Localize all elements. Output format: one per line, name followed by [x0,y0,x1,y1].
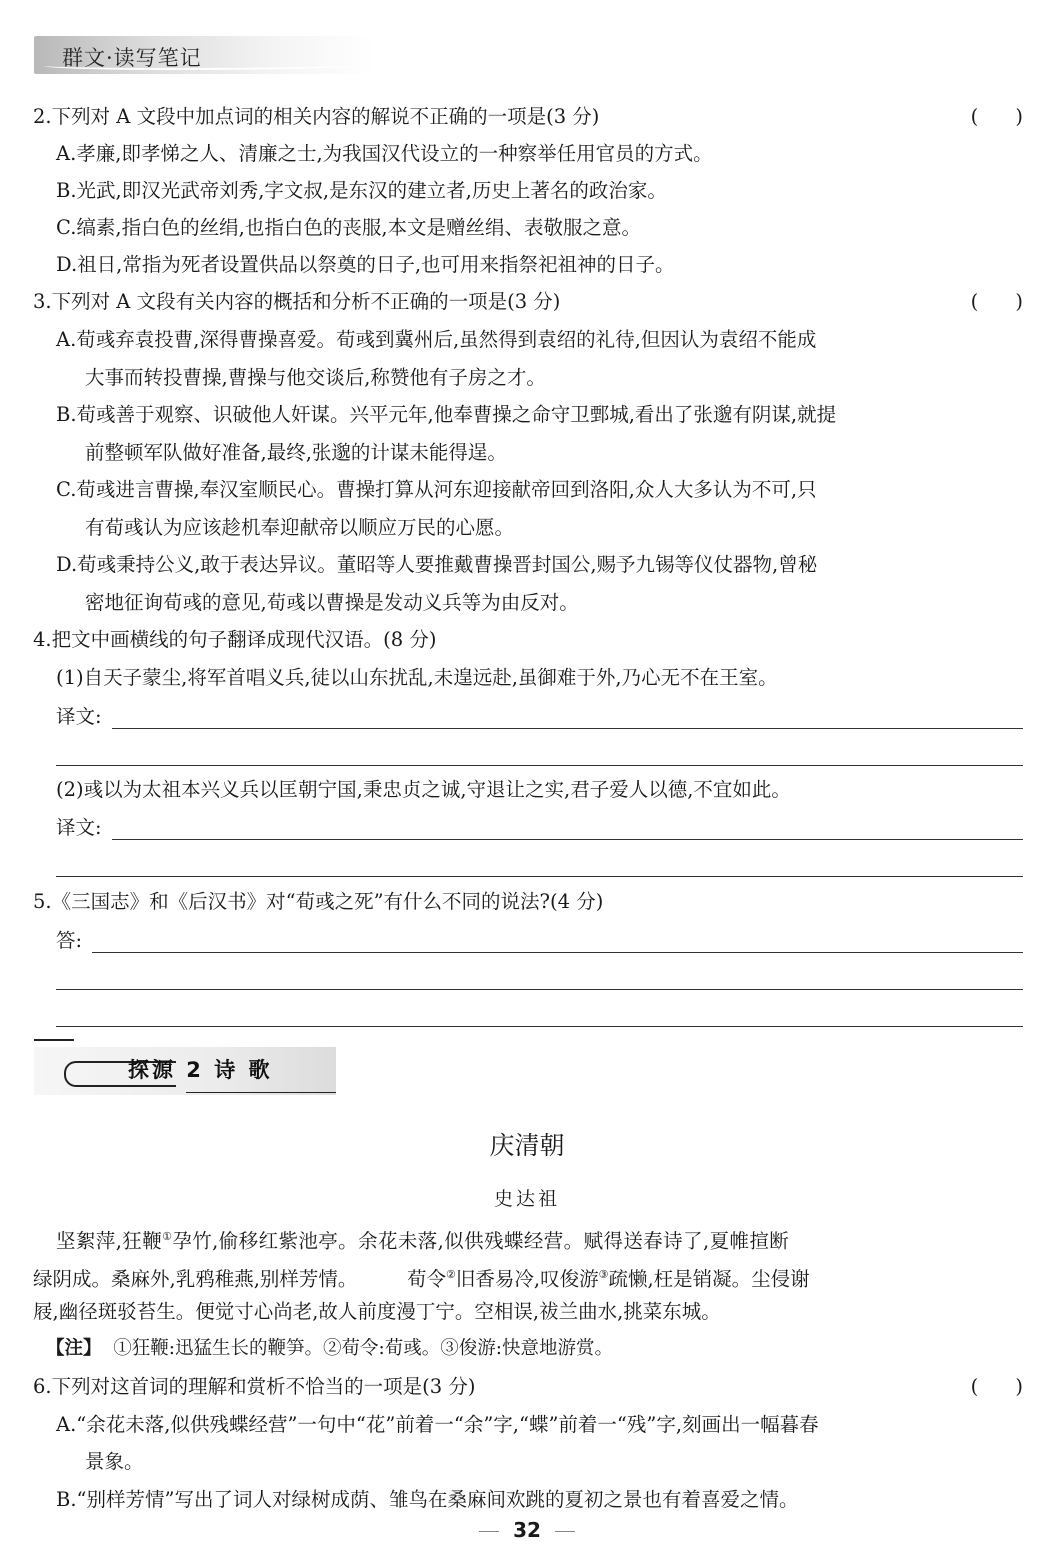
q2-option-c: C.缟素,指白色的丝绢,也指白色的丧服,本文是赠丝绢、表敬服之意。 [56,216,642,239]
q5-stem: 5.《三国志》和《后汉书》对“荀彧之死”有什么不同的说法?(4 分) [33,890,604,913]
q3-option-c: C.荀彧进言曹操,奉汉室顺民心。曹操打算从河东迎接献帝回到洛阳,众人大多认为不可,只 [56,478,817,501]
q5-answer-line-3[interactable] [56,1026,1023,1027]
poem-line-2-a: 绿阴成。桑麻外,乳鸦稚燕,别样芳情。 荀令 [33,1267,446,1291]
q6-option-a: A.“余花未落,似供残蝶经营”一句中“花”前着一“余”字,“蝶”前着一“残”字,刻画出一幅暮春 [56,1413,819,1436]
q4-sentence-1: (1)自天子蒙尘,将军首唱义兵,徒以山东扰乱,未遑远赴,虽御难于外,乃心无不在王室。 [56,666,778,689]
q3-option-b-cont: 前整顿军队做好准备,最终,张邈的计谋未能得逞。 [85,441,507,464]
q4-translation-label-2: 译文: [56,816,102,839]
page-dash-left [479,1531,499,1532]
q3-answer-paren[interactable]: ( ) [970,290,1023,313]
notes-label: 【注】 [46,1338,102,1359]
poem-line-1-b: 孕竹,偷移红紫池亭。余花未落,似供残蝶经营。赋得送春诗了,夏帷揎断 [172,1229,790,1253]
poem-line-1 [56,1224,789,1255]
q6-answer-paren[interactable]: ( ) [970,1375,1023,1398]
poem-line-1-a: 坚絮萍,狂鞭 [56,1229,163,1253]
q5-answer-line-1[interactable] [92,952,1023,953]
q3-stem: 3.下列对 A 文段有关内容的概括和分析不正确的一项是(3 分) [33,290,561,313]
q5-answer-label: 答: [56,929,83,952]
q6-option-a-cont: 景象。 [85,1450,144,1473]
q3-option-c-cont: 有荀彧认为应该趁机奉迎献帝以顺应万民的心愿。 [85,516,515,539]
q4-sentence-2: (2)彧以为太祖本兴义兵以匡朝宁国,秉忠贞之诚,守退让之实,君子爱人以德,不宜如此。 [56,778,791,801]
q2-option-d: D.祖日,常指为死者设置供品以祭奠的日子,也可用来指祭祀祖神的日子。 [56,253,675,276]
q4-answer-line-1b[interactable] [56,765,1023,766]
poem-title: 庆清朝 [489,1131,565,1160]
poem-author: 史达祖 [493,1188,560,1210]
q6-stem: 6.下列对这首词的理解和赏析不恰当的一项是(3 分) [33,1375,476,1398]
footnote-mark-1: ① [162,1230,173,1243]
q3-option-a-cont: 大事而转投曹操,曹操与他交谈后,称赞他有子房之才。 [85,366,546,389]
q5-answer-line-2[interactable] [56,989,1023,990]
section-bottom-rule [186,1092,336,1093]
q3-option-a: A.荀彧弃袁投曹,深得曹操喜爱。荀彧到冀州后,虽然得到袁绍的礼待,但因认为袁绍不能成 [56,328,817,351]
q2-option-b: B.光武,即汉光武帝刘秀,字文叔,是东汉的建立者,历史上著名的政治家。 [56,179,667,202]
q3-option-b: B.荀彧善于观察、识破他人奸谋。兴平元年,他奉曹操之命守卫鄄城,看出了张邈有阴谋,就提 [56,403,837,426]
poem-notes [46,1336,613,1362]
header-title: 群文·读写笔记 [62,46,202,70]
q6-option-b: B.“别样芳情”写出了词人对绿树成荫、雏鸟在桑麻间欢跳的夏初之景也有着喜爱之情。 [56,1488,799,1511]
footnote-mark-2: ② [446,1268,456,1281]
poem-line-2-c: 疏懒,枉是销凝。尘侵谢 [608,1267,810,1291]
q2-stem: 2.下列对 A 文段中加点词的相关内容的解说不正确的一项是(3 分) [33,105,600,128]
q4-translation-label-1: 译文: [56,705,102,728]
page-number [0,1518,1054,1542]
q2-answer-paren[interactable]: ( ) [970,105,1023,128]
q4-stem: 4.把文中画横线的句子翻译成现代汉语。(8 分) [33,628,437,651]
poem-line-2-b: 旧香易冷,叹俊游 [455,1267,599,1291]
poem-line-2 [33,1262,810,1293]
q4-answer-line-2a[interactable] [112,839,1023,840]
section-title: 探源 2 诗 歌 [128,1058,273,1082]
q3-option-d-cont: 密地征询荀彧的意见,荀彧以曹操是发动义兵等为由反对。 [85,591,579,614]
notes-text: ①狂鞭:迅猛生长的鞭笋。②荀令:荀彧。③俊游:快意地游赏。 [113,1338,613,1359]
footnote-mark-3: ③ [598,1268,609,1281]
page-number-value: 32 [513,1518,541,1542]
page-dash-right [555,1531,575,1532]
q3-option-d: D.荀彧秉持公义,敢于表达异议。董昭等人要推戴曹操晋封国公,赐予九锡等仪仗器物,曾秘 [56,553,818,576]
q2-option-a: A.孝廉,即孝悌之人、清廉之士,为我国汉代设立的一种察举任用官员的方式。 [56,142,713,165]
q4-answer-line-2b[interactable] [56,876,1023,877]
section-top-rule [34,1039,74,1041]
q4-answer-line-1a[interactable] [112,728,1023,729]
poem-line-3: 屐,幽径斑驳苔生。便觉寸心尚老,故人前度漫丁宁。空相误,祓兰曲水,挑菜东城。 [33,1300,721,1323]
